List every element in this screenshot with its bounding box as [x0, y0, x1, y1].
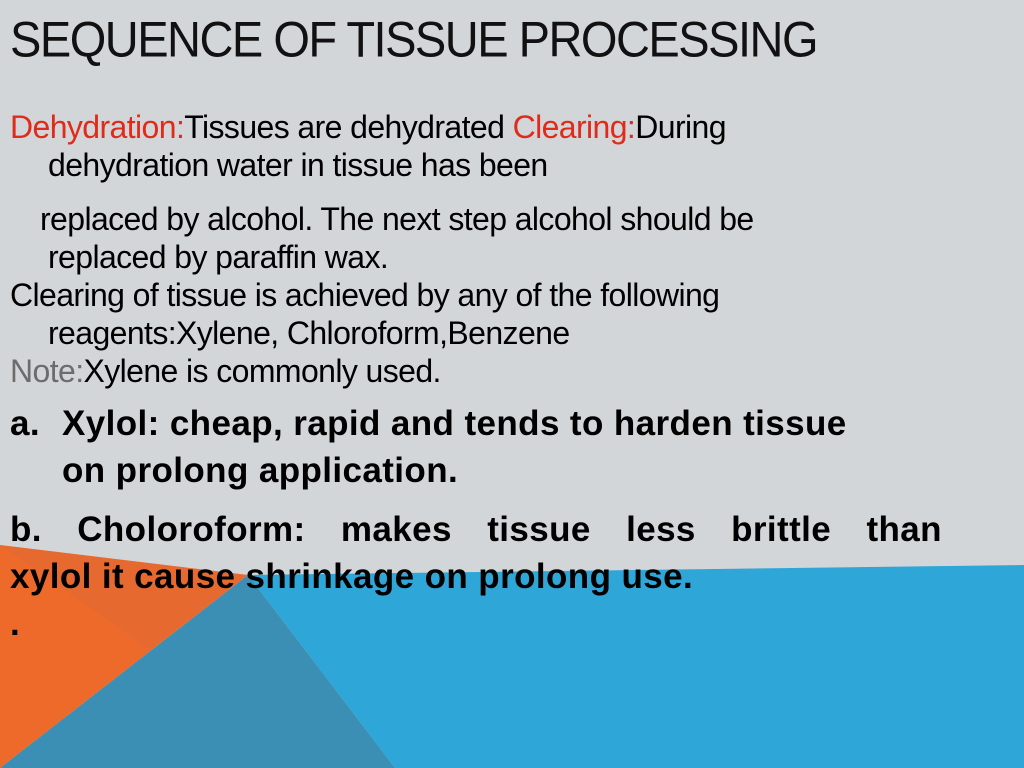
- list-item-b-word: less: [626, 510, 696, 549]
- list-item-a-text: Xylol: cheap, rapid and tends to harden tissue: [62, 404, 847, 443]
- slide-title: SEQUENCE OF TISSUE PROCESSING: [10, 11, 818, 68]
- clearing-label: Clearing:: [512, 109, 636, 145]
- clearing-reagents-line: Clearing of tissue is achieved by any of the following: [10, 277, 720, 313]
- trailing-period: .: [10, 604, 21, 643]
- reagents-list-line: reagents:Xylene, Chloroform,Benzene: [48, 315, 570, 351]
- list-item-b-word: Choloroform:: [77, 510, 306, 549]
- list-item-b-continued: xylol it cause shrinkage on prolong use.: [10, 557, 694, 596]
- note-label: Note:: [10, 353, 84, 389]
- dehydration-label: Dehydration:: [10, 109, 185, 145]
- list-item-b-word: b.: [10, 510, 42, 549]
- comparison-list: [10, 400, 950, 647]
- note-text: Xylene is commonly used.: [83, 353, 441, 389]
- list-item-b-word: brittle: [731, 510, 832, 549]
- paraffin-line: replaced by paraffin wax.: [48, 239, 389, 275]
- slide-body: [10, 108, 950, 647]
- note-line: [10, 352, 950, 390]
- dehydration-line-2: dehydration water in tissue has been: [48, 147, 548, 183]
- list-item-b-word: tissue: [487, 510, 591, 549]
- list-item-a-continued: on prolong application.: [62, 451, 459, 490]
- list-item-b-word: makes: [340, 510, 452, 549]
- replaced-line: replaced by alcohol. The next step alcohol should be: [40, 201, 754, 237]
- dehydration-text: Tissues are dehydrated: [184, 109, 513, 145]
- list-item-a: [10, 400, 950, 447]
- list-item-b: [10, 506, 942, 553]
- list-item-b-word: than: [866, 510, 942, 549]
- clearing-text: During: [635, 109, 726, 145]
- dehydration-line: [10, 108, 950, 146]
- list-marker-a: a.: [10, 404, 40, 443]
